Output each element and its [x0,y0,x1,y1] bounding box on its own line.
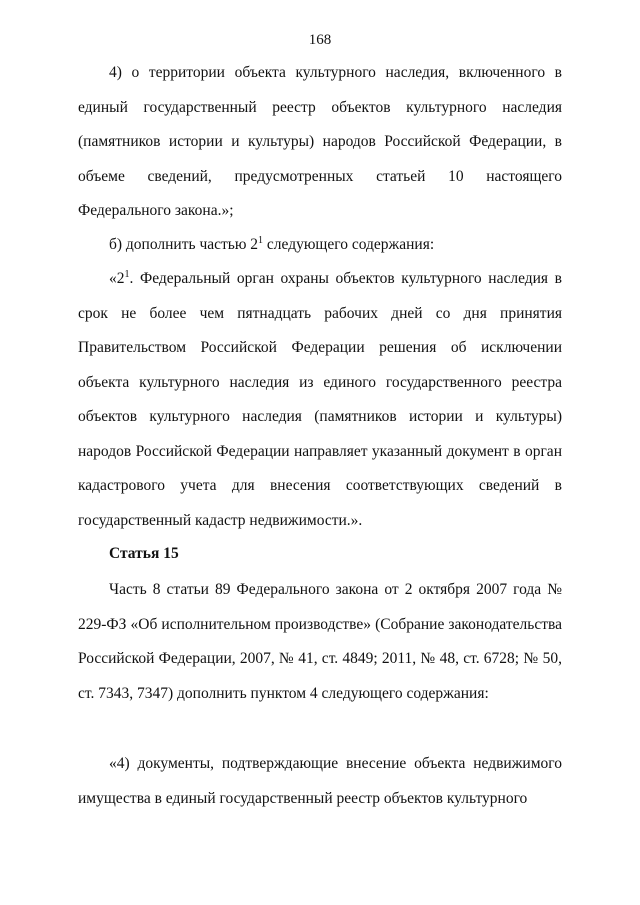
paragraph-item-4-documents: «4) документы, подтверждающие внесение объекта недвижимого имущества в единый государственный реестр объектов культурного [78,755,562,807]
paragraph-item-4: 4) о территории объекта культурного наследия, включенного в единый государственный реестр объектов культурного наследия (памятников истории и культуры) народов Российской Федерации, в объеме сведений, предусмотренных статьей 10 настоящего Федерального закона.»; [78,64,562,219]
paragraph-article-15: Часть 8 статьи 89 Федерального закона от 2 октября 2007 года № 229-ФЗ «Об исполнительном производстве» (Собрание законодательства Российской Федерации, 2007, № 41, ст. 4849; 2011, № 48, ст. 6728; № 50, ст. 7343, 7347) дополнить пунктом 4 следующего содержания: [78,581,562,702]
superscript: 1 [124,269,130,280]
paragraph-amend-part-text: б) дополнить частью 2 [109,236,259,253]
paragraph-part-2-1 [78,262,562,538]
page-number: 168 [308,32,332,48]
paragraph-part-2-1-start: «2 [109,270,125,287]
paragraph-part-2-1-text: . Федеральный орган охраны объектов культурного наследия в срок не более чем пятнадцать рабочих дней со дня принятия Правительством Российской Федерации решения об исключении объекта культурного наследия из единого государственного реестра объектов культурного наследия (памятников истории и культуры) народов Российской Федерации направляет указанный документ в орган кадастрового учета для внесения соответствующих сведений в государственный кадастр недвижимости.». [78,270,562,529]
paragraph-amend-part-text-end: следующего содержания: [263,236,435,253]
paragraph-amend-part [78,228,562,263]
article-heading: Статья 15 [109,545,179,562]
superscript: 1 [258,235,264,246]
